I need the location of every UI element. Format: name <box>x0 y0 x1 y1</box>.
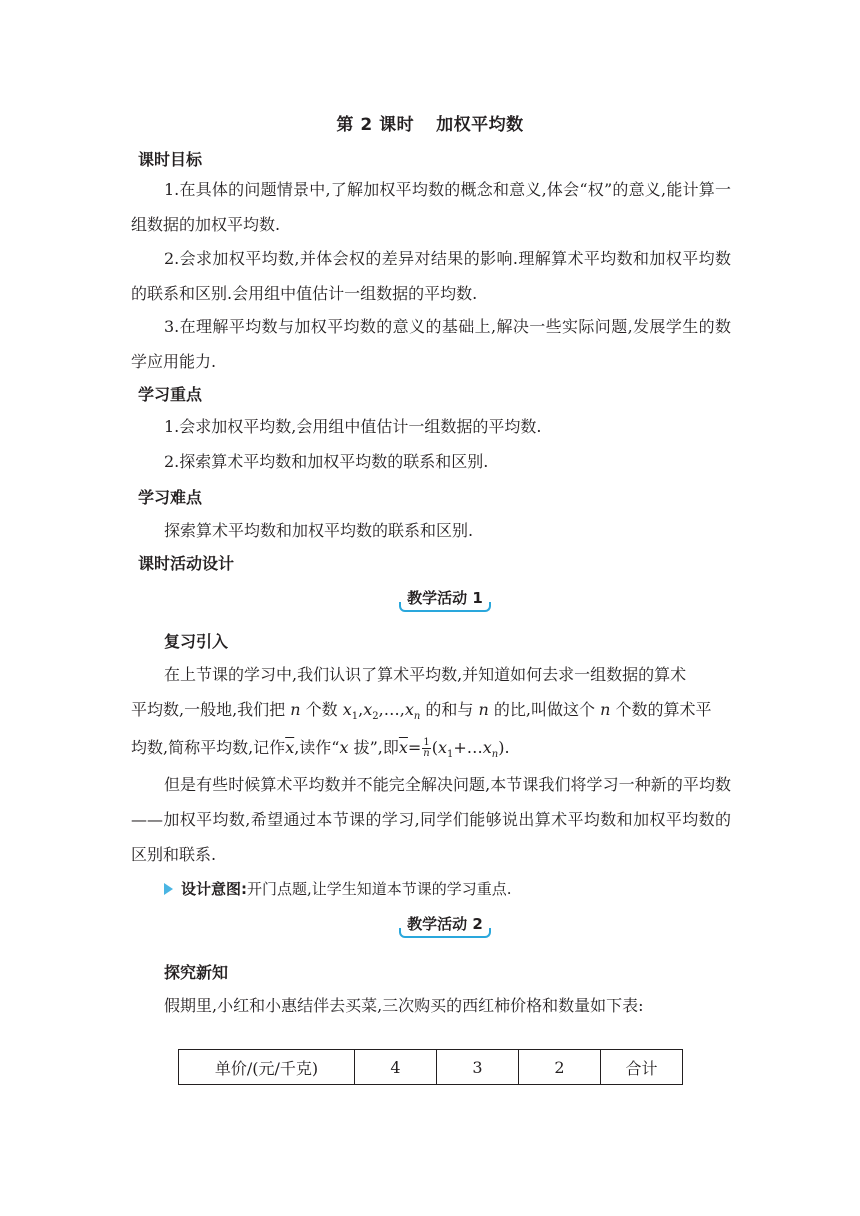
triangle-bullet-icon <box>164 883 173 895</box>
focus-item-2: 2.探索算术平均数和加权平均数的联系和区别. <box>164 452 489 471</box>
goal-item-2: 2.会求加权平均数,并体会权的差异对结果的影响.理解算术平均数和加权平均数的联系和区别.会用组中值估计一组数据的平均数. <box>131 249 731 303</box>
focus-item-1: 1.会求加权平均数,会用组中值估计一组数据的平均数. <box>164 417 542 436</box>
difficulty-text: 探索算术平均数和加权平均数的联系和区别. <box>164 521 474 540</box>
goal-item-3: 3.在理解平均数与加权平均数的意义的基础上,解决一些实际问题,发展学生的数学应用能力. <box>131 317 731 371</box>
activity-1-subheading: 复习引入 <box>164 632 229 651</box>
activity-1-badge: 教学活动 1 <box>399 586 491 612</box>
table-cell: 3 <box>437 1050 519 1085</box>
design-heading: 课时活动设计 <box>138 554 235 573</box>
goals-heading: 课时目标 <box>138 150 203 169</box>
table-row <box>179 1050 683 1085</box>
lesson-topic: 加权平均数 <box>436 115 524 135</box>
fraction-one-over-n: $\frac{1}{n}$ <box>423 737 430 759</box>
design-intent <box>164 878 512 899</box>
price-table <box>178 1049 683 1085</box>
goal-item-1: 1.在具体的问题情景中,了解加权平均数的概念和意义,体会“权”的意义,能计算一组数据的加权平均数. <box>131 180 731 234</box>
activity-1-paragraph-2: 但是有些时候算术平均数并不能完全解决问题,本节课我们将学习一种新的平均数——加权平均数,希望通过本节课的学习,同学们能够说出算术平均数和加权平均数的区别和联系. <box>131 775 731 864</box>
table-cell: 合计 <box>601 1050 683 1085</box>
page-title <box>0 110 860 135</box>
table-cell: 2 <box>519 1050 601 1085</box>
activity-1-line-3: 均数,简称平均数,记作$\overline{x}$,读作“x 拔”,即$\overline{x}=$ $\frac{1}{n}$ $(x_1+\dots x_n)$. <box>131 737 510 761</box>
activity-1-line-2: 平均数,一般地,我们把 n 个数 $x_1,x_2,\dots,x_n$ 的和与 n 的比,叫做这个 n 个数的算术平 <box>131 700 712 723</box>
difficulty-heading: 学习难点 <box>138 488 203 507</box>
x-bar-symbol: $\overline{x}$ <box>285 738 295 757</box>
table-cell: 4 <box>355 1050 437 1085</box>
activity-2-text: 假期里,小红和小惠结伴去买菜,三次购买的西红柿价格和数量如下表: <box>164 996 644 1015</box>
focus-heading: 学习重点 <box>138 385 203 404</box>
design-intent-label: 设计意图: <box>181 880 247 898</box>
activity-1-line-1: 在上节课的学习中,我们认识了算术平均数,并知道如何去求一组数据的算术 <box>164 665 687 684</box>
design-intent-text: 开门点题,让学生知道本节课的学习重点. <box>247 880 512 898</box>
activity-2-subheading: 探究新知 <box>164 963 229 982</box>
lesson-number: 第 2 课时 <box>336 115 415 135</box>
table-cell: 单价/(元/千克) <box>179 1050 355 1085</box>
activity-2-badge: 教学活动 2 <box>399 912 491 938</box>
